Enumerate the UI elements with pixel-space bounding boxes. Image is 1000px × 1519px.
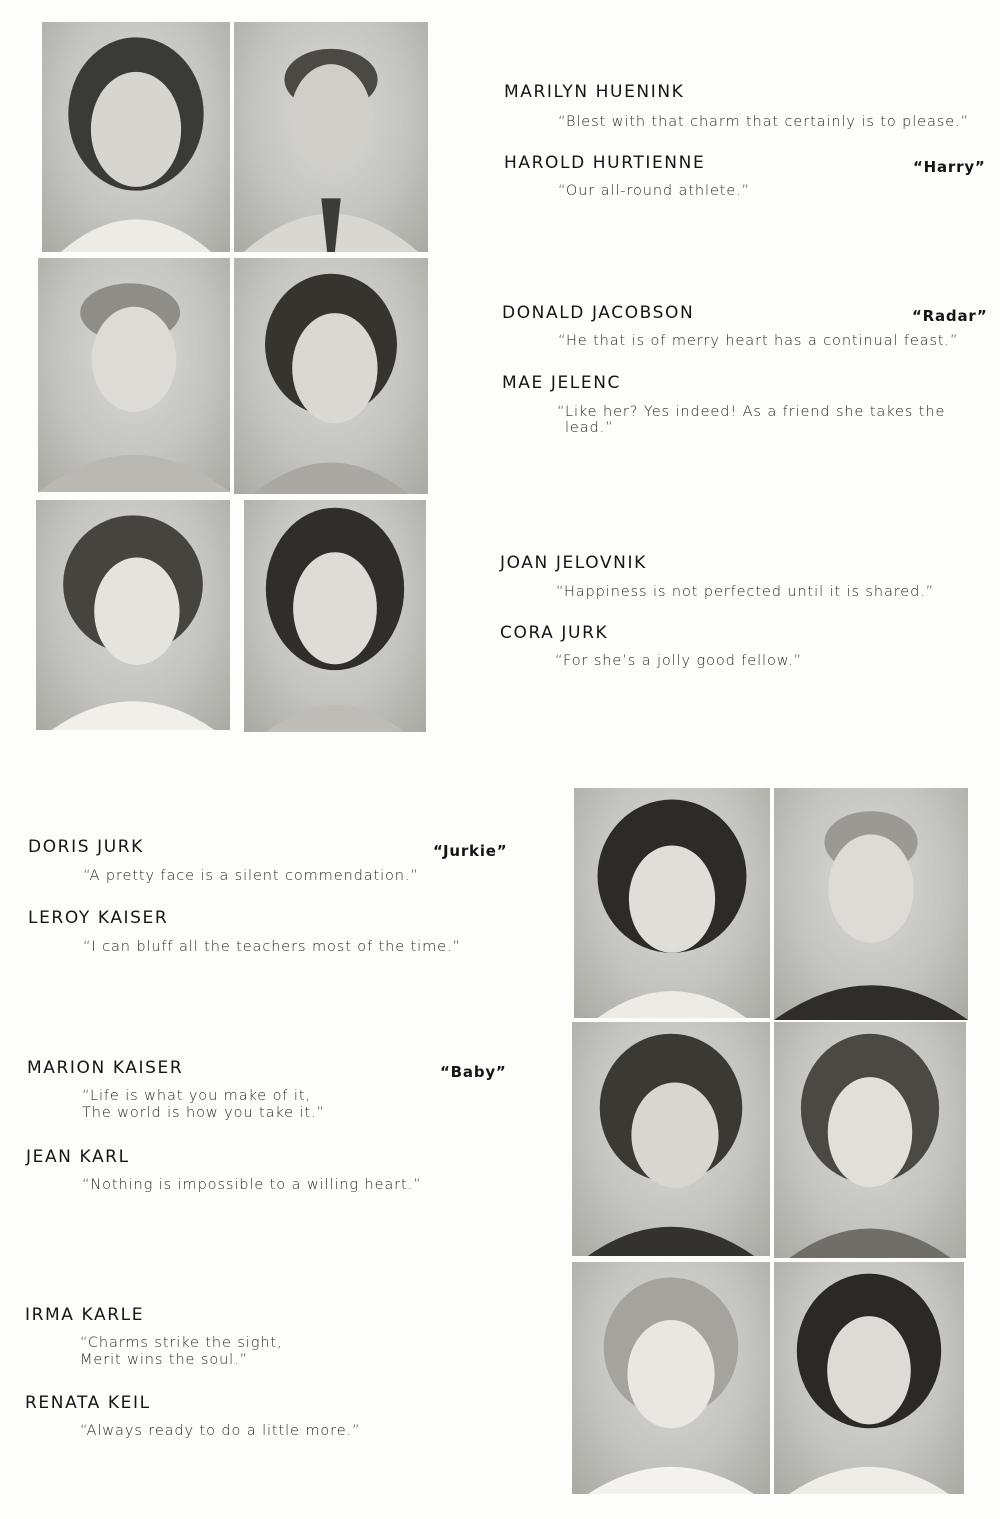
- portrait-photo-jean-karl: [774, 1022, 966, 1258]
- portrait-photo-marion-kaiser: [572, 1022, 770, 1256]
- student-quote: “I can bluff all the teachers most of the time.”: [83, 939, 461, 955]
- student-quote: “He that is of merry heart has a continual feast.”: [558, 333, 959, 349]
- student-name: IRMA KARLE: [25, 1305, 145, 1325]
- portrait-photo-doris-jurk: [574, 788, 770, 1018]
- student-quote-continued: Merit wins the soul.”: [80, 1352, 249, 1368]
- portrait-photo-leroy-kaiser: [774, 788, 968, 1020]
- student-name: JEAN KARL: [26, 1147, 130, 1167]
- student-quote: “Charms strike the sight,: [80, 1335, 283, 1351]
- student-name: MARILYN HUENINK: [504, 82, 685, 102]
- student-quote: “A pretty face is a silent commendation.”: [83, 868, 419, 884]
- student-quote-continued: The world is how you take it.”: [82, 1105, 325, 1121]
- student-quote: “Life is what you make of it,: [82, 1088, 311, 1104]
- student-quote: “Like her? Yes indeed! As a friend she takes the: [557, 404, 946, 420]
- portrait-photo-mae-jelenc: [234, 258, 428, 494]
- student-name: HAROLD HURTIENNE: [504, 153, 706, 173]
- portrait-photo-renata-keil: [774, 1262, 964, 1494]
- portrait-photo-cora-jurk: [244, 500, 426, 732]
- student-quote: “Our all-round athlete.”: [558, 183, 751, 199]
- student-nickname: “Radar”: [912, 307, 988, 325]
- portrait-photo-joan-jelovnik: [36, 500, 230, 730]
- student-nickname: “Harry”: [913, 158, 986, 176]
- student-quote-continued: lead.”: [565, 420, 614, 436]
- student-name: MARION KAISER: [27, 1058, 184, 1078]
- student-quote: “For she’s a jolly good fellow.”: [555, 653, 803, 669]
- student-name: CORA JURK: [500, 623, 609, 643]
- student-nickname: “Jurkie”: [433, 842, 508, 860]
- student-quote: “Happiness is not perfected until it is shared.”: [556, 584, 935, 600]
- student-quote: “Blest with that charm that certainly is to please.”: [558, 114, 969, 130]
- student-quote: “Always ready to do a little more.”: [80, 1423, 361, 1439]
- student-name: DORIS JURK: [28, 837, 144, 857]
- portrait-photo-marilyn-huenink: [42, 22, 230, 252]
- portrait-photo-irma-karle: [572, 1262, 770, 1494]
- portrait-photo-harold-hurtienne: [234, 22, 428, 252]
- student-name: JOAN JELOVNIK: [500, 553, 647, 573]
- student-name: MAE JELENC: [502, 373, 621, 393]
- student-name: DONALD JACOBSON: [502, 303, 695, 323]
- student-name: RENATA KEIL: [25, 1393, 151, 1413]
- student-nickname: “Baby”: [440, 1063, 507, 1081]
- student-name: LEROY KAISER: [28, 908, 169, 928]
- student-quote: “Nothing is impossible to a willing heart.”: [82, 1177, 422, 1193]
- portrait-photo-donald-jacobson: [38, 258, 230, 492]
